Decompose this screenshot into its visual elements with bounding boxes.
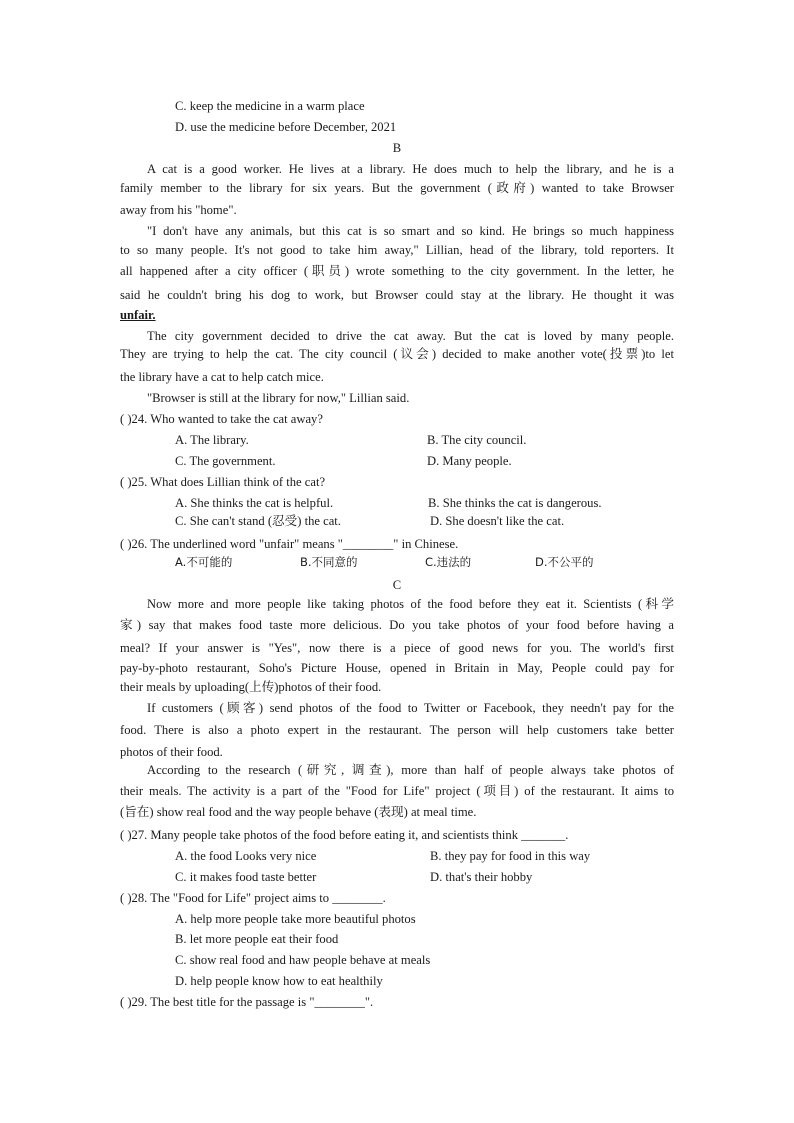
option-d: D.不公平的 xyxy=(535,555,594,569)
passage-line: The city government decided to drive the cat away. But the cat is loved by many people. xyxy=(147,329,674,343)
underlined-word: unfair. xyxy=(120,308,156,322)
option-c: C. She can't stand (忍受) the cat. xyxy=(175,514,341,528)
passage-line: photos of their food. xyxy=(120,745,223,759)
option-c: C. show real food and haw people behave at meals xyxy=(175,953,431,967)
option-b: B. The city council. xyxy=(427,433,527,447)
question-29: ( )29. The best title for the passage is "________". xyxy=(120,995,374,1009)
option-b: B. they pay for food in this way xyxy=(430,849,591,863)
passage-line: said he couldn't bring his dog to work, but Browser could stay at the library. He thought it was xyxy=(120,288,674,302)
passage-line: If customers (顾客) send photos of the food to Twitter or Facebook, they needn't pay for the xyxy=(147,701,674,715)
option-d: D. help people know how to eat healthily xyxy=(175,974,383,988)
option-a: A. The library. xyxy=(175,433,249,447)
underlined-word-unfair xyxy=(120,307,156,323)
option-c-prev: C. keep the medicine in a warm place xyxy=(175,99,365,113)
passage-line: They are trying to help the cat. The city council (议会) decided to make another vote(投票)to let xyxy=(120,347,674,361)
question-26: ( )26. The underlined word "unfair" means "________" in Chinese. xyxy=(120,537,459,551)
passage-line: the library have a cat to help catch mice. xyxy=(120,370,324,384)
passage-line: "I don't have any animals, but this cat is so smart and so kind. He brings so much happiness xyxy=(147,224,674,238)
option-a: A. help more people take more beautiful photos xyxy=(175,912,416,926)
passage-line: to so many people. It's not good to take him away," Lillian, head of the library, told reporters. It xyxy=(120,243,674,257)
passage-line: Now more and more people like taking photos of the food before they eat it. Scientists (科学 xyxy=(147,597,674,611)
option-a: A. She thinks the cat is helpful. xyxy=(175,496,334,510)
passage-line: According to the research (研究, 调查), more than half of people always take photos of xyxy=(147,763,674,777)
passage-line: pay-by-photo restaurant, Soho's Picture House, opened in Britain in May, People could pay for xyxy=(120,661,674,675)
question-28: ( )28. The "Food for Life" project aims to ________. xyxy=(120,891,386,905)
passage-line: (旨在) show real food and the way people behave (表现) at meal time. xyxy=(120,805,477,819)
passage-line: "Browser is still at the library for now," Lillian said. xyxy=(147,391,410,405)
passage-line: A cat is a good worker. He lives at a library. He does much to help the library, and he is a xyxy=(147,162,674,176)
passage-line: their meals. The activity is a part of the "Food for Life" project (项目) of the restaurant. It aims to xyxy=(120,784,674,798)
option-b: B. let more people eat their food xyxy=(175,932,339,946)
passage-line: their meals by uploading(上传)photos of their food. xyxy=(120,680,382,694)
option-d-prev: D. use the medicine before December, 2021 xyxy=(175,120,397,134)
passage-line: family member to the library for six years. But the government (政府) wanted to take Browser xyxy=(120,181,674,195)
option-d: D. She doesn't like the cat. xyxy=(430,514,565,528)
option-b: B.不同意的 xyxy=(300,555,358,569)
passage-c-heading: C xyxy=(392,578,402,592)
option-c: C. The government. xyxy=(175,454,276,468)
passage-line: away from his "home". xyxy=(120,203,237,217)
passage-line: meal? If your answer is "Yes", now there is a piece of good news for you. The world's first xyxy=(120,641,674,655)
question-27: ( )27. Many people take photos of the food before eating it, and scientists think _______. xyxy=(120,828,569,842)
option-b: B. She thinks the cat is dangerous. xyxy=(428,496,602,510)
question-24: ( )24. Who wanted to take the cat away? xyxy=(120,412,323,426)
passage-line: all happened after a city officer (职员) wrote something to the city government. In the letter, he xyxy=(120,264,674,278)
passage-b-heading: B xyxy=(392,141,402,155)
option-d: D. that's their hobby xyxy=(430,870,533,884)
option-a: A. the food Looks very nice xyxy=(175,849,317,863)
passage-line: food. There is also a photo expert in the restaurant. The person will help customers take better xyxy=(120,723,674,737)
passage-line: 家) say that makes food taste more delicious. Do you take photos of your food before having a xyxy=(120,618,674,632)
option-c: C. it makes food taste better xyxy=(175,870,317,884)
question-25: ( )25. What does Lillian think of the cat? xyxy=(120,475,326,489)
option-a: A.不可能的 xyxy=(175,555,233,569)
option-d: D. Many people. xyxy=(427,454,512,468)
option-c: C.违法的 xyxy=(425,555,472,569)
